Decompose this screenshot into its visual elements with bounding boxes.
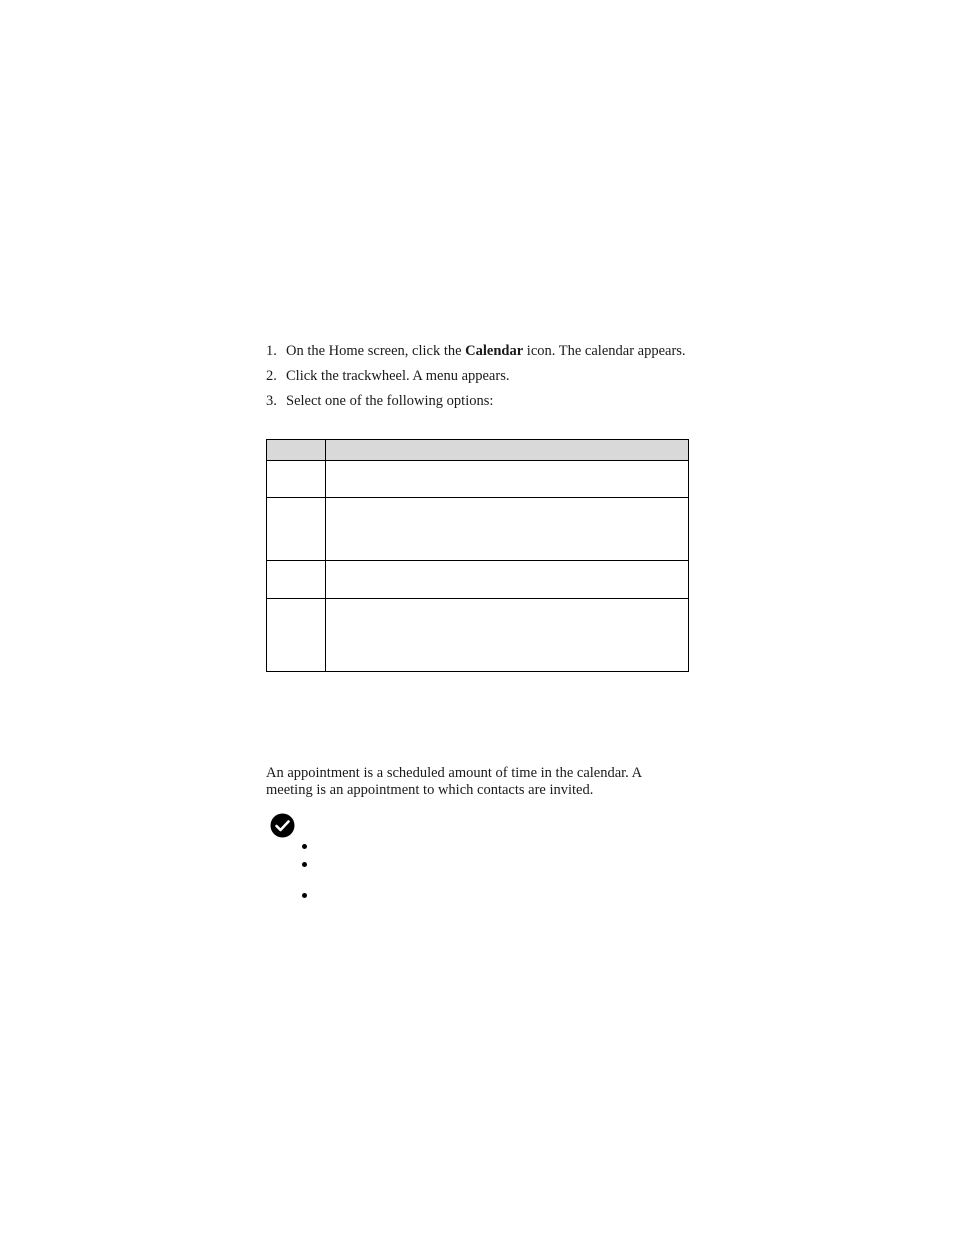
step-item [266,343,686,360]
table-header-cell [267,440,326,461]
table-row [267,561,689,599]
step-text: Click the trackwheel. A menu appears. [286,368,510,384]
table-cell [326,498,689,561]
step-text: Select one of the following options: [286,393,494,409]
list-item [300,838,310,855]
step-text: On the Home screen, click the Calendar icon. The calendar appears. [286,343,686,359]
table-cell [267,561,326,599]
list-item [300,887,310,904]
table-cell [326,599,689,672]
table-cell [326,461,689,498]
table-header-row [267,440,689,461]
table-row [267,599,689,672]
step-item [266,368,686,385]
table-cell [267,498,326,561]
step-number: 1. [266,343,277,359]
appointment-intro: An appointment is a scheduled amount of time in the calendar. A meeting is an appointment to which contacts are invited. [266,765,642,798]
step-item [266,393,686,410]
instruction-steps [266,343,686,418]
calendar-term: Calendar [465,343,524,359]
step-number: 2. [266,368,277,384]
table-cell [267,461,326,498]
check-circle-icon [270,813,295,838]
list-item [300,856,310,873]
table-row [267,461,689,498]
table-cell [326,561,689,599]
options-table [266,439,689,672]
table-cell [267,599,326,672]
table-row [267,498,689,561]
table-header-cell [326,440,689,461]
step-number: 3. [266,393,277,409]
